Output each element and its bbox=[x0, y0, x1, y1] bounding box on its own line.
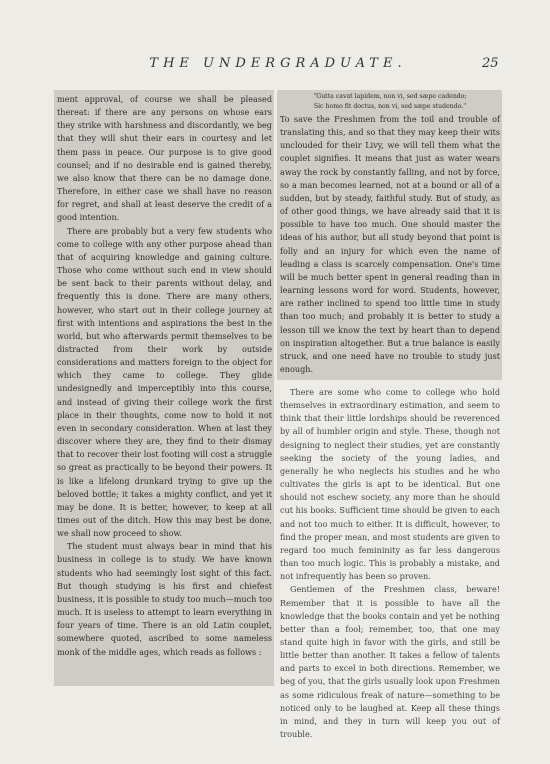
paragraph: The student must always bear in mind that his business in college is to study. We have known students who had seemingly lost sight of this fact. But though studying is his first and chiefest business, it is possible to study too much—much too much. It is useless to attempt to learn everything in four years of time. There is an old Latin couplet, somewhere quoted, ascribed to some nameless monk of the middle ages, which reads as follows : bbox=[57, 541, 272, 657]
paragraph: To save the Freshmen from the toil and trouble of translating this, and so that they may keep their wits unclouded for their Livy, we will tell them what the couplet signifies. It means that just as water wears away the rock by constantly falling, and not by force, so a man becomes learned, not at a bound or all of a sudden, but by steady, faithful study. But of study, as of other good things, we have already said that it is possible to have too much. One should master the ideas of his author, but all study beyond that point is folly and an injury for which even the name of leading a class is scarcely compensation. One's time will be much better spent in general reading than in learning lessons word for word. Students, however, are rather inclined to spend too little time in study than too much; and probably it is better to study a lesson till we know the text by heart than to depend on inspiration altogether. But a true balance is easily struck, and one need have no trouble to study just enough. bbox=[280, 114, 500, 374]
left-column bbox=[54, 90, 274, 686]
latin-quote-line-1: "Gutta cavat lapidem, non vi, sed sæpe cadendo; bbox=[313, 93, 467, 100]
latin-quote-line-2: Sic homo fit doctus, non vi, sed sæpe studendo." bbox=[313, 103, 467, 110]
right-column-lower bbox=[277, 383, 502, 740]
paragraph: There are some who come to college who hold themselves in extraordinary estimation, and seem to think that their little lordships should be reverenced by all of humbler origin and style. These, though not designing to neglect their studies, yet are constantly seeking the society of the young ladies, and generally he who neglects his studies and he who cultivates the girls is apt to be identical. But one should not eschew society, any more than he should cut his books. Sufficient time should be given to each and not too much to either. It is difficult, however, to find the proper mean, and most students are given to regard too much femininity as far less dangerous than too much logic. This is probably a mistake, and not infrequently has been so proven. bbox=[280, 387, 500, 582]
paragraph: Gentlemen of the Freshmen class, beware! Remember that it is possible to have all the knowledge that the books contain and yet be nothing better than a fool; remember, too, that one may stand quite high in favor with the girls, and still be little better than another. It takes a fellow of talents and parts to excel in both directions. Remember, we beg of you, that the girls usually look upon Freshmen as some ridiculous freak of nature—something to be noticed only to be laughed at. Keep all these things in mind, and they in turn will keep you out of trouble. bbox=[280, 584, 500, 740]
paragraph: ment approval, of course we shall be pleased thereat: if there are any persons on whose ears they strike with harshness and discordantly, we beg that they will shut their ears in courtesy and let them pass in peace. Our purpose is to give good counsel; and if no desirable end is gained thereby, we also know that there can be no damage done. Therefore, in either case we shall have no reason for regret, and shall at least deserve the credit of a good intention. bbox=[57, 94, 272, 223]
right-column-highlighted bbox=[277, 90, 502, 380]
paragraph: There are probably but a very few students who come to college with any other purpose ahead than that of acquiring knowledge and gaining culture. Those who come without such end in view should be sent back to their parents without delay, and frequently this is done. There are many others, however, who start out in their college journey at first with intentions and aspirations the best in the world, but who afterwards permit themselves to be distracted from their work by outside considerations and matters foreign to the object for which they came to college. They glide undesignedly and imperceptibly into this course, and instead of giving their college work the first place in their thoughts, come now to hold it not even in secondary consideration. When at last they discover where they are, they find to their dismay that to recover their lost footing will cost a struggle so great as practically to be beyond their powers. It is like a lifelong drunkard trying to give up the beloved bottle; it takes a mighty conflict, and yet it may be done. It is better, however, to keep at all times out of the ditch. How this may best be done, we shall now proceed to show. bbox=[57, 225, 272, 539]
running-title: THE UNDERGRADUATE. bbox=[149, 56, 407, 71]
page-number: 25 bbox=[482, 56, 499, 71]
